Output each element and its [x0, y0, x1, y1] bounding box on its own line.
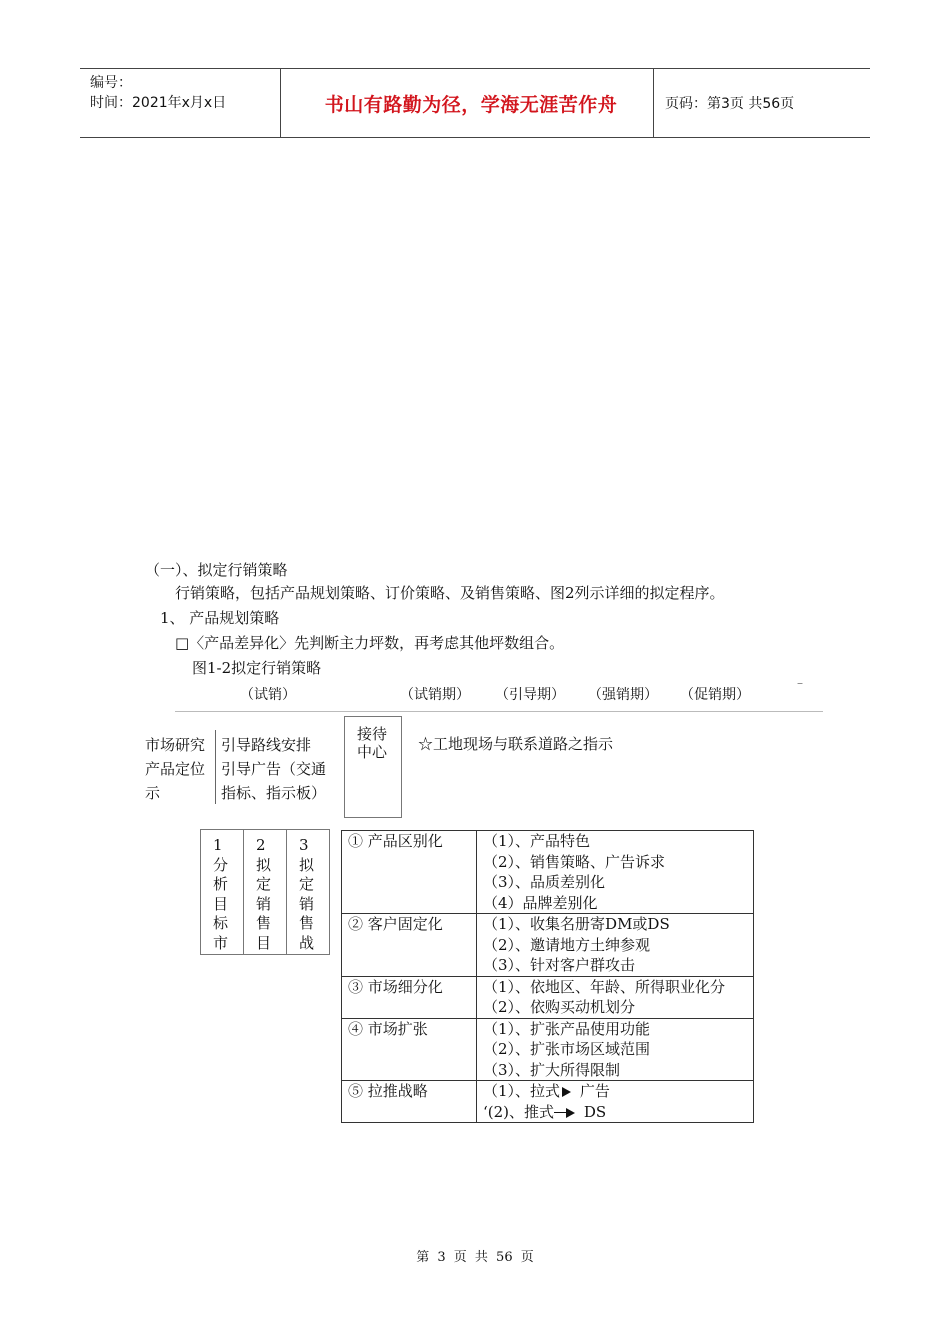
pull-label: （1）、拉式: [483, 1082, 561, 1100]
step-sales-strategy: [287, 830, 329, 954]
arrow-line-icon: [554, 1112, 566, 1113]
table-row: [342, 976, 754, 1018]
strategy-item: （4）品牌差别化: [483, 893, 598, 912]
step-char: 析: [213, 875, 229, 893]
strategy-item: （1）、产品特色: [483, 832, 591, 850]
step-char: 销: [299, 894, 315, 913]
step-char: 销: [256, 894, 272, 913]
table-row: [342, 831, 754, 914]
step-char: 拟: [299, 855, 315, 874]
step-char: 2: [256, 836, 266, 854]
flow-text: 产品定位: [145, 760, 206, 778]
table-row: [342, 914, 754, 977]
pull-strategy: [483, 1081, 747, 1102]
flow-text: 指标、指示板）: [221, 784, 327, 802]
strategy-item: （1）、收集名册寄DM或DS: [483, 915, 670, 933]
header-divider: [280, 69, 281, 137]
strategy-item: （1）、扩张产品使用功能: [483, 1019, 651, 1038]
flow-col-guide: [221, 733, 326, 805]
reception-text: 接待: [357, 725, 388, 743]
flow-text: 示: [145, 784, 161, 802]
step-char: 市: [213, 933, 229, 952]
strategy-item: （1）、依地区、年龄、所得职业化分: [483, 977, 726, 996]
push-label: ‘(2)、推式: [483, 1102, 555, 1121]
push-strategy: [483, 1102, 747, 1123]
table-row: [342, 1018, 754, 1081]
header-motto: 书山有路勤为径，学海无涯苦作舟: [324, 93, 618, 116]
bullet-text: □〈产品差异化〉先判断主力坪数，再考虑其他坪数组合。: [175, 634, 565, 652]
step-sales-goal: [244, 830, 287, 954]
number-label: 编号：: [90, 75, 132, 91]
flow-separator: [215, 730, 216, 804]
step-char: 售: [256, 914, 272, 932]
step-char: 售: [299, 914, 315, 932]
flow-text: 引导路线安排: [221, 736, 312, 754]
strategy-item: （3）、针对客户群攻击: [483, 956, 636, 974]
strategy-item: （3）、扩大所得限制: [483, 1060, 621, 1079]
figure-caption: 图1-2拟定行销策略: [192, 659, 322, 677]
reception-box: [344, 716, 402, 818]
header-meta: [90, 73, 226, 113]
pull-target: 广告: [579, 1082, 610, 1100]
strategy-title: ② 客户固定化: [342, 914, 477, 977]
strategy-item: （2）、销售策略、广告诉求: [483, 852, 666, 871]
strategy-item: （2）、邀请地方土绅参观: [483, 935, 651, 954]
step-char: 定: [256, 875, 272, 893]
strategy-item: （3）、品质差别化: [483, 873, 606, 891]
step-char: 定: [299, 875, 315, 893]
phase-rule: [175, 711, 823, 712]
arrow-right-icon: [566, 1108, 575, 1118]
phase-strong-period: （强销期）: [588, 687, 658, 703]
step-char: 目: [256, 933, 272, 952]
step-char: 拟: [256, 855, 272, 874]
page-footer: 第 3 页 共 56 页: [416, 1250, 534, 1265]
strategy-items: [477, 914, 754, 977]
strategy-title: ⑤ 拉推战略: [342, 1081, 477, 1123]
site-note: ☆工地现场与联系道路之指示: [418, 735, 614, 753]
phase-lead-period: （引导期）: [495, 687, 565, 703]
strategy-items: [477, 976, 754, 1018]
steps-box: [200, 829, 330, 955]
subheading: 1、 产品规划策略: [160, 609, 280, 627]
strategy-items: [477, 831, 754, 914]
flow-col-research: [145, 733, 205, 805]
phase-dash: –: [797, 676, 803, 690]
section-heading: （一）、拟定行销策略: [145, 561, 288, 579]
step-char: 目: [213, 894, 229, 913]
strategy-title: ④ 市场扩张: [342, 1018, 477, 1081]
step-char: 1: [213, 836, 223, 854]
strategy-item: （2）、依购买动机划分: [483, 998, 636, 1016]
flow-text: 引导广告（交通: [221, 760, 327, 778]
strategy-title: ③ 市场细分化: [342, 976, 477, 1018]
strategy-title: ① 产品区别化: [342, 831, 477, 914]
push-target: DS: [583, 1102, 607, 1121]
step-analyze: [201, 830, 244, 954]
flow-text: 市场研究: [145, 736, 206, 754]
phase-promo-period: （促销期）: [680, 687, 750, 703]
step-char: 标: [213, 914, 229, 932]
phase-trial: （试销）: [240, 687, 296, 703]
strategy-item: （2）、扩张市场区域范围: [483, 1040, 651, 1058]
section-intro: 行销策略，包括产品规划策略、订价策略、及销售策略、图2列示详细的拟定程序。: [175, 584, 725, 602]
step-char: 战: [299, 933, 315, 952]
page-header: [80, 68, 870, 138]
phase-trial-period: （试销期）: [400, 687, 470, 703]
step-char: 3: [299, 836, 309, 854]
strategy-items: [477, 1081, 754, 1123]
strategy-items: [477, 1018, 754, 1081]
table-row: [342, 1081, 754, 1123]
header-page-info: 页码：第3页 共56页: [665, 96, 795, 112]
time-label: 时间：2021年x月x日: [90, 95, 227, 111]
reception-text: 中心: [357, 743, 388, 761]
strategy-table: [341, 830, 754, 1123]
step-char: 分: [213, 855, 229, 874]
arrow-right-icon: [562, 1087, 571, 1097]
